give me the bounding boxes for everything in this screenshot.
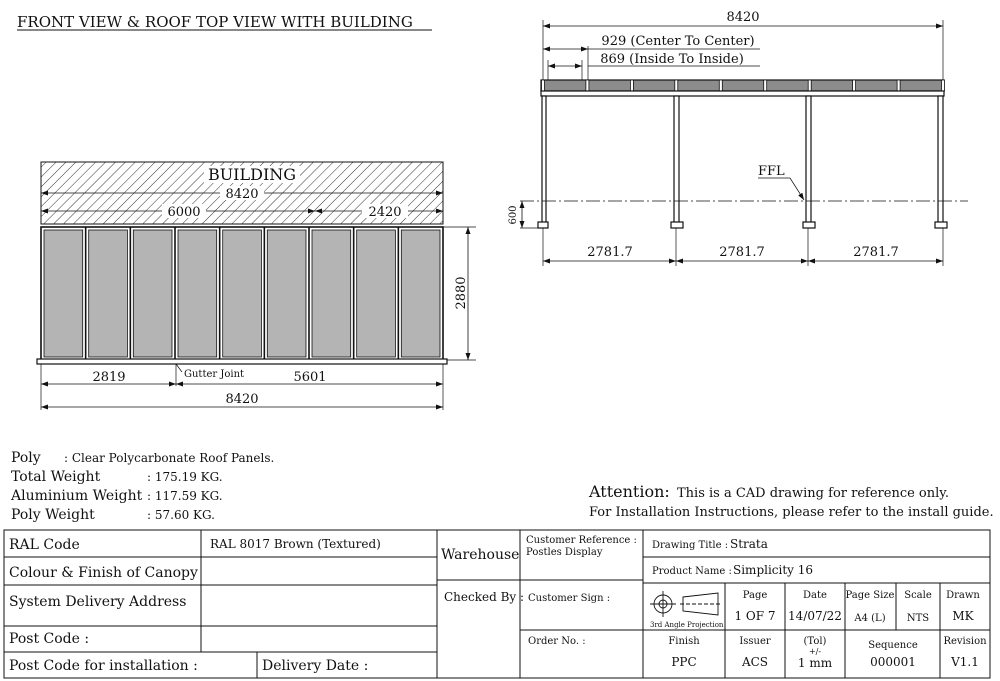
customer-reference-value: Postles Display bbox=[526, 547, 603, 558]
spec-total-weight-value: : 175.19 KG. bbox=[147, 470, 223, 484]
checked-by-label: Checked By : bbox=[444, 590, 525, 604]
i2i-text: 869 (Inside To Inside) bbox=[600, 52, 744, 67]
span-3-text: 2781.7 bbox=[853, 245, 899, 260]
spec-poly-value: : Clear Polycarbonate Roof Panels. bbox=[64, 451, 275, 465]
date-value: 14/07/22 bbox=[788, 609, 842, 623]
sequence-value: 000001 bbox=[870, 655, 916, 669]
roof-rib bbox=[586, 80, 589, 91]
tol-value: 1 mm bbox=[797, 656, 833, 670]
roof-rib bbox=[719, 80, 722, 91]
roof-rib bbox=[853, 80, 856, 91]
spec-aluminium-weight-value: : 117.59 KG. bbox=[147, 489, 223, 503]
roof-panel bbox=[133, 230, 172, 357]
page-size-label: Page Size bbox=[845, 590, 895, 601]
drawn-label: Drawn bbox=[946, 590, 980, 601]
span-2-text: 2781.7 bbox=[719, 245, 765, 260]
building-width-text: 8420 bbox=[225, 187, 259, 202]
product-name-value: Simplicity 16 bbox=[733, 563, 814, 577]
ral-code-label: RAL Code bbox=[9, 537, 80, 553]
tol-label: (Tol) bbox=[803, 636, 827, 647]
projection-text: 2880 bbox=[454, 276, 469, 310]
drawn-value: MK bbox=[952, 609, 974, 623]
front-view bbox=[37, 162, 476, 410]
roof-panel bbox=[44, 230, 83, 357]
side-beam bbox=[541, 91, 944, 96]
customer-sign-label: Customer Sign : bbox=[528, 593, 611, 604]
sequence-label: Sequence bbox=[868, 640, 918, 651]
revision-label: Revision bbox=[943, 636, 987, 647]
scale-label: Scale bbox=[904, 590, 932, 601]
side-post-3 bbox=[806, 96, 811, 224]
roof-rib bbox=[897, 80, 900, 91]
roof-panel bbox=[89, 230, 128, 357]
roof-rib bbox=[808, 80, 811, 91]
gutter bbox=[37, 359, 447, 364]
drawing-title-value: Strata bbox=[730, 537, 768, 551]
scale-value: NTS bbox=[906, 613, 930, 624]
roof-rib bbox=[542, 80, 545, 91]
bottom-right-text: 5601 bbox=[293, 370, 327, 385]
roof-panel bbox=[267, 230, 306, 357]
issuer-value: ACS bbox=[741, 655, 769, 669]
roof-rib bbox=[675, 80, 678, 91]
order-no-label: Order No. : bbox=[528, 636, 586, 647]
spec-aluminium-weight-label: Aluminium Weight bbox=[11, 488, 143, 504]
page-label: Page bbox=[742, 590, 768, 601]
post-height-text: 600 bbox=[508, 205, 519, 225]
roof-rib bbox=[630, 80, 633, 91]
ffl-label: FFL bbox=[758, 164, 785, 179]
attention-line-1: This is a CAD drawing for reference only. bbox=[677, 486, 950, 501]
projection-label: 3rd Angle Projection bbox=[650, 621, 724, 629]
roof-panel bbox=[223, 230, 262, 357]
roof-panel bbox=[178, 230, 217, 357]
post-code-label: Post Code : bbox=[9, 631, 90, 647]
span-1-text: 2781.7 bbox=[587, 245, 633, 260]
colour-finish-label: Colour & Finish of Canopy bbox=[9, 565, 198, 581]
side-post-2 bbox=[674, 96, 679, 224]
side-post-1 bbox=[542, 96, 546, 224]
side-post-4 bbox=[938, 96, 943, 224]
spec-poly-weight-value: : 57.60 KG. bbox=[147, 508, 215, 522]
title-block-text bbox=[9, 535, 987, 674]
roof-rib bbox=[764, 80, 767, 91]
roof-panel bbox=[357, 230, 396, 357]
overall-text: 8420 bbox=[726, 10, 760, 25]
main-title: FRONT VIEW & ROOF TOP VIEW WITH BUILDING bbox=[17, 13, 413, 31]
page-value: 1 OF 7 bbox=[734, 609, 776, 623]
system-delivery-label: System Delivery Address bbox=[9, 594, 187, 610]
building-label: BUILDING bbox=[207, 165, 297, 184]
side-view bbox=[508, 10, 968, 266]
bottom-total-text: 8420 bbox=[225, 392, 259, 407]
bottom-left-text: 2819 bbox=[92, 370, 126, 385]
roof-panel bbox=[401, 230, 440, 357]
date-label: Date bbox=[803, 590, 827, 601]
issuer-label: Issuer bbox=[739, 636, 771, 647]
gutter-joint-label: Gutter Joint bbox=[184, 369, 245, 380]
c2c-text: 929 (Center To Center) bbox=[601, 34, 755, 49]
revision-value: V1.1 bbox=[951, 655, 979, 669]
attention-heading: Attention: bbox=[589, 482, 670, 501]
spec-poly-label: Poly bbox=[11, 450, 41, 466]
attention-line-2: For Installation Instructions, please refer to the install guide. bbox=[589, 505, 994, 520]
wall-right-text: 2420 bbox=[368, 205, 402, 220]
warehouse-label: Warehouse bbox=[441, 547, 520, 563]
roof-panel bbox=[312, 230, 351, 357]
page-size-value: A4 (L) bbox=[854, 613, 886, 624]
attention-note bbox=[588, 482, 994, 520]
ral-code-value: RAL 8017 Brown (Textured) bbox=[210, 537, 381, 551]
wall-left-text: 6000 bbox=[167, 205, 201, 220]
product-name-label: Product Name : bbox=[652, 566, 732, 577]
roof-panels bbox=[44, 227, 440, 360]
specs bbox=[10, 450, 274, 523]
customer-reference-label: Customer Reference : bbox=[526, 535, 637, 546]
finish-label: Finish bbox=[668, 636, 700, 647]
finish-value: PPC bbox=[671, 655, 697, 669]
spec-poly-weight-label: Poly Weight bbox=[11, 507, 95, 523]
projection-symbol bbox=[650, 591, 722, 617]
side-roof bbox=[541, 80, 944, 91]
roof-rib bbox=[942, 80, 945, 91]
tol-sub: +/- bbox=[808, 647, 822, 656]
spec-total-weight-label: Total Weight bbox=[11, 469, 101, 485]
drawing-title-label: Drawing Title : bbox=[652, 540, 729, 551]
delivery-date-label: Delivery Date : bbox=[262, 658, 369, 674]
post-code-install-label: Post Code for installation : bbox=[9, 658, 198, 674]
